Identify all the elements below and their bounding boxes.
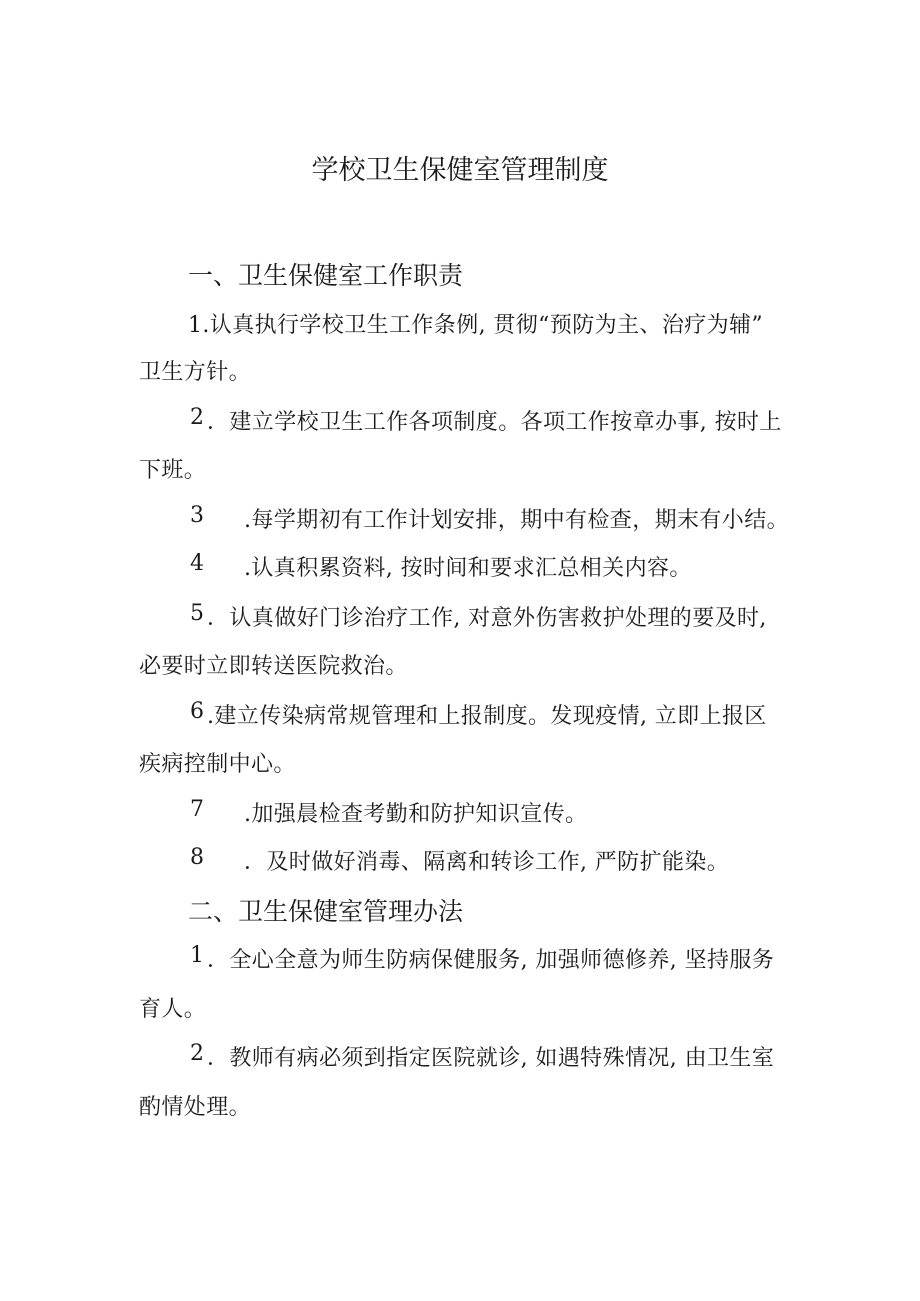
section-heading-management: 二、卫生保健室管理办法 xyxy=(188,897,464,926)
duty-5-number: 5 xyxy=(190,601,204,626)
duty-2-line-1: ．建立学校卫生工作各项制度。各项工作按章办事, 按时上 xyxy=(207,410,782,435)
duty-1-line-1: 1.认真执行学校卫生工作条例, 贯彻“预防为主、治疗为辅” xyxy=(188,313,764,338)
duty-2-number: 2 xyxy=(190,405,204,430)
duty-7-number: 7 xyxy=(190,797,204,822)
rule-2-line-2: 酌情处理。 xyxy=(139,1095,252,1120)
duty-4-line-1: .认真积累资料, 按时间和要求汇总相关内容。 xyxy=(244,556,692,581)
document-title: 学校卫生保健室管理制度 xyxy=(311,155,609,186)
duty-6-line-1: .建立传染病常规管理和上报制度。发现疫情, 立即上报区 xyxy=(207,704,767,729)
duty-7-line-1: .加强晨检查考勤和防护知识宣传。 xyxy=(244,802,588,827)
duty-6-number: 6 xyxy=(190,699,204,724)
duty-1-line-2: 卫生方针。 xyxy=(139,360,252,385)
duty-2-line-2: 下班。 xyxy=(139,458,207,483)
rule-1-line-2: 育人。 xyxy=(139,997,207,1022)
duty-3-line-1: .每学期初有工作计划安排，期中有检查，期末有小结。 xyxy=(244,508,789,533)
rule-1-line-1: ．全心全意为师生防病保健服务, 加强师德修养, 坚持服务 xyxy=(207,948,775,973)
duty-8-line-1: ．及时做好消毒、隔离和转诊工作, 严防扩能染。 xyxy=(244,850,730,875)
section-heading-duties: 一、卫生保健室工作职责 xyxy=(188,261,464,290)
duty-4-number: 4 xyxy=(190,551,204,576)
rule-2-line-1: ．教师有病必须到指定医院就诊, 如遇特殊情况, 由卫生室 xyxy=(207,1046,775,1071)
rule-1-number: 1 xyxy=(190,943,204,968)
duty-8-number: 8 xyxy=(190,845,204,870)
duty-5-line-2: 必要时立即转送医院救治。 xyxy=(139,654,408,679)
duty-6-line-2: 疾病控制中心。 xyxy=(139,752,296,777)
duty-5-line-1: ．认真做好门诊治疗工作, 对意外伤害救护处理的要及时, xyxy=(207,606,767,631)
rule-2-number: 2 xyxy=(190,1041,204,1066)
duty-3-number: 3 xyxy=(190,503,204,528)
